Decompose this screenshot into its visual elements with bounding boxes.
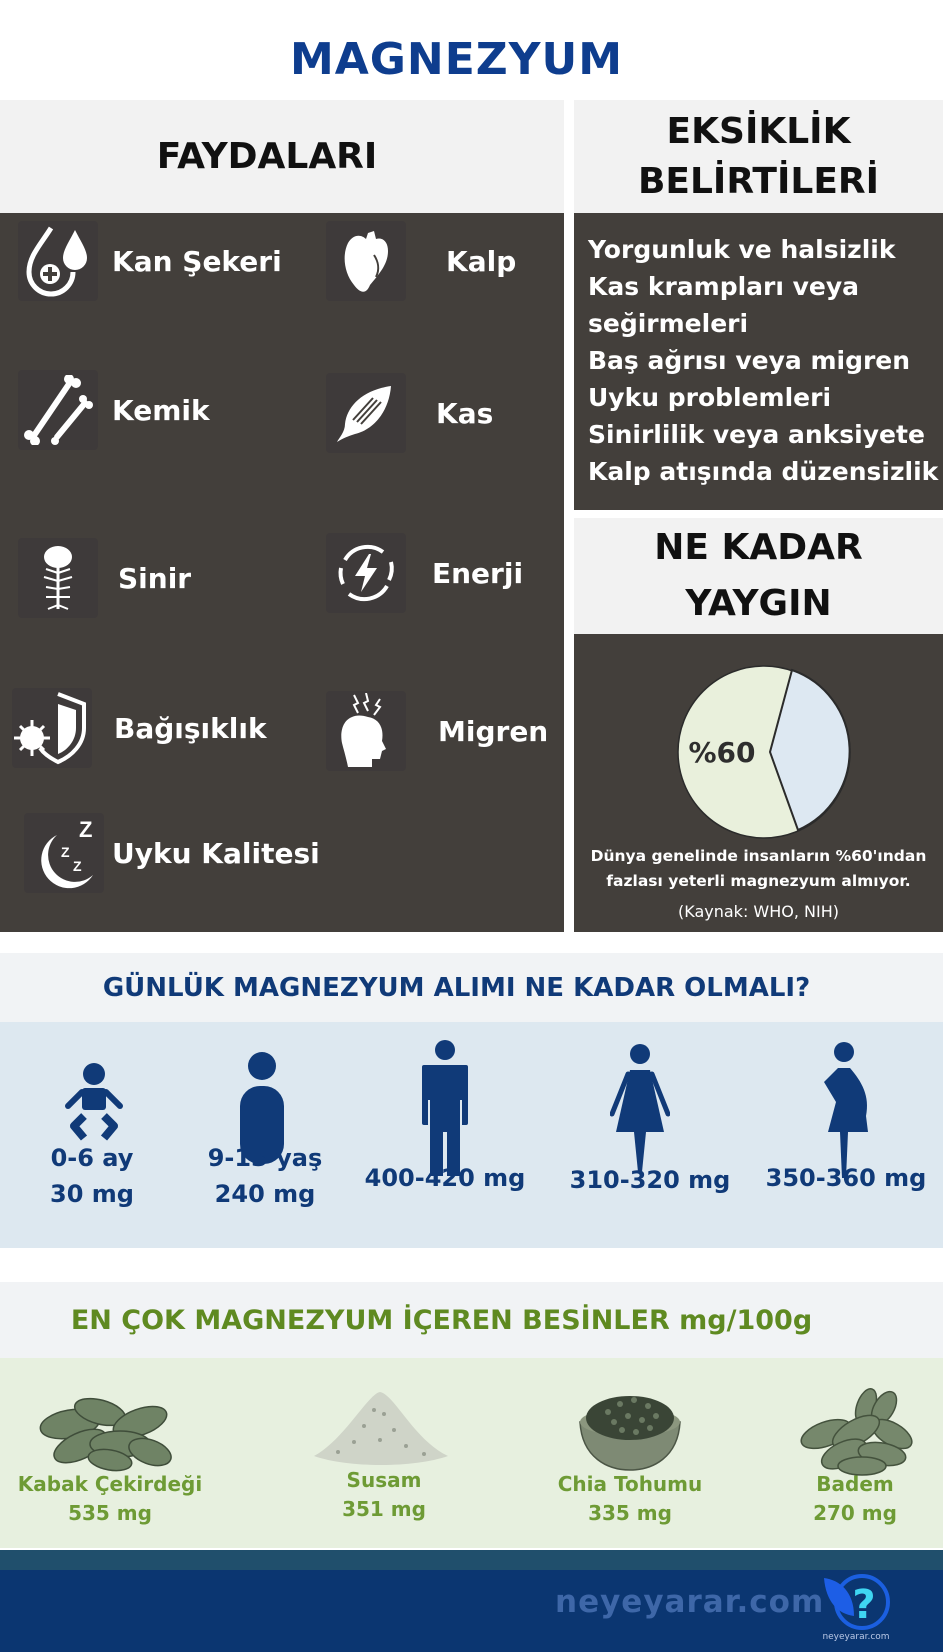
benefits-panel — [0, 213, 564, 932]
man-icon — [420, 1040, 470, 1176]
svg-text:Z: Z — [61, 844, 70, 860]
svg-text:?: ? — [852, 1582, 876, 1628]
benefit-migraine — [326, 691, 548, 771]
symptom-item: seğirmeleri — [588, 309, 749, 338]
blood-sugar-icon — [18, 221, 98, 301]
benefit-muscle — [326, 373, 493, 453]
prevalence-heading: NE KADAR YAYGIN — [574, 518, 943, 634]
energy-icon — [326, 533, 406, 613]
symptom-item: Baş ağrısı veya migren — [588, 346, 911, 375]
symptom-item: Kalp atışında düzensizlik — [588, 457, 939, 486]
footer-site-link[interactable]: neyeyarar.com — [555, 1584, 825, 1620]
intake-item-woman: 310-320 mg — [569, 1166, 731, 1194]
intake-panel — [0, 1022, 943, 1248]
foods-panel — [0, 1358, 943, 1548]
benefit-label: Enerji — [432, 556, 524, 590]
intake-item-infant: 0-6 ay 30 mg — [50, 1144, 134, 1208]
immunity-shield-icon — [12, 688, 92, 768]
food-item-sesame: Susam 351 mg — [342, 1468, 426, 1521]
benefit-heart — [326, 221, 516, 301]
deficiency-heading: EKSİKLİK BELİRTİLERİ — [574, 100, 943, 213]
food-item-chia: Chia Tohumu 335 mg — [557, 1472, 703, 1525]
footer — [0, 1570, 943, 1652]
prevalence-caption: Dünya genelinde insanların %60'ından fazlası yeterli magnezyum almıyor. — [590, 847, 927, 890]
sleep-moon-icon — [24, 813, 104, 893]
benefit-label: Sinir — [118, 561, 192, 595]
nerve-icon — [18, 538, 98, 618]
symptom-item: Sinirlilik veya anksiyete — [588, 420, 925, 449]
benefit-label: Kemik — [112, 393, 210, 427]
benefit-label: Kan Şekeri — [112, 244, 282, 278]
question-leaf-logo-icon — [820, 1572, 892, 1632]
almond-icon — [796, 1388, 916, 1476]
logo-caption: neyeyarar.com — [822, 1632, 890, 1642]
benefit-blood-sugar — [18, 221, 282, 301]
intake-heading: GÜNLÜK MAGNEZYUM ALIMI NE KADAR OLMALI? — [0, 953, 943, 1023]
foods-heading: EN ÇOK MAGNEZYUM İÇEREN BESİNLER mg/100g — [0, 1282, 943, 1358]
woman-icon — [610, 1044, 670, 1174]
heart-icon — [326, 221, 406, 301]
symptom-item: Yorgunluk ve halsizlik — [588, 235, 896, 264]
intake-item-pregnant: 350-360 mg — [765, 1164, 927, 1192]
chia-bowl-icon — [578, 1388, 682, 1472]
site-logo[interactable] — [820, 1572, 892, 1642]
sesame-icon — [314, 1390, 448, 1470]
symptoms-panel — [574, 213, 943, 510]
pumpkin-seeds-icon — [30, 1388, 174, 1472]
benefit-energy — [326, 533, 523, 613]
benefit-label: Kas — [436, 396, 494, 430]
symptom-item: Uyku problemleri — [588, 383, 832, 412]
benefit-bone — [18, 370, 210, 450]
intake-item-man: 400-420 mg — [364, 1164, 526, 1192]
prevalence-source: (Kaynak: WHO, NIH) — [678, 902, 839, 921]
symptom-item: Kas krampları veya — [588, 272, 860, 301]
benefit-immunity — [12, 688, 267, 768]
food-item-almond: Badem 270 mg — [813, 1472, 897, 1525]
page-title: MAGNEZYUM — [289, 34, 624, 85]
svg-text:Z: Z — [79, 817, 93, 842]
benefit-nerve — [18, 538, 191, 618]
benefit-label: Kalp — [446, 244, 517, 278]
baby-icon — [64, 1062, 124, 1146]
benefits-heading: FAYDALARI — [0, 100, 564, 213]
benefit-label: Bağışıklık — [114, 711, 267, 745]
svg-text:Z: Z — [73, 858, 82, 874]
prevalence-panel — [574, 634, 943, 932]
muscle-icon — [326, 373, 406, 453]
intake-item-child: 9-13 yaş 240 mg — [207, 1144, 323, 1208]
benefit-label: Migren — [438, 714, 549, 748]
footer-top-band — [0, 1550, 943, 1570]
food-item-pumpkin-seeds: Kabak Çekirdeği 535 mg — [17, 1472, 203, 1525]
benefit-sleep — [24, 813, 320, 893]
prevalence-pie-chart — [676, 664, 852, 840]
bone-icon — [18, 370, 98, 450]
migraine-head-icon — [326, 691, 406, 771]
pie-label: %60 — [688, 736, 756, 769]
benefit-label: Uyku Kalitesi — [112, 836, 320, 870]
